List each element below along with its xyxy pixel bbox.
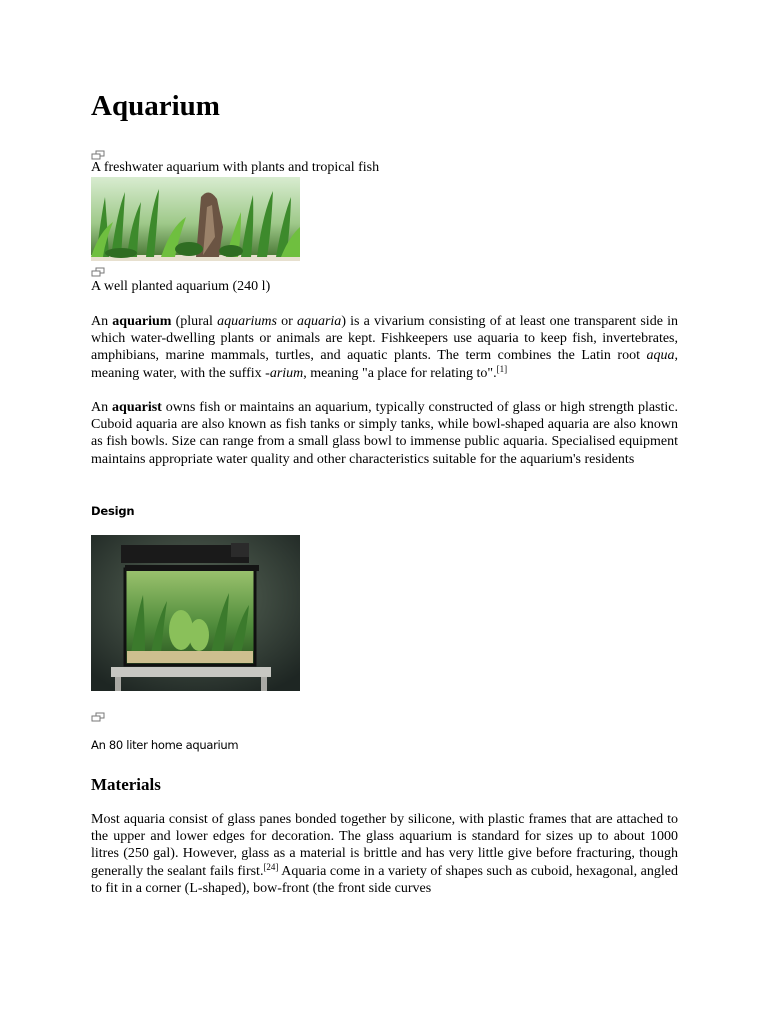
figure-caption: A freshwater aquarium with plants and tropical fish <box>91 160 380 175</box>
enlarge-icon[interactable] <box>91 267 105 277</box>
planted-aquarium-image[interactable] <box>91 177 300 261</box>
home-aquarium-image[interactable] <box>91 535 300 691</box>
intro-paragraph: An aquarium (plural aquariums or aquaria) is a vivarium consisting of at least one transparent side in which water-dwelling plants or animals are kept. Fishkeepers use aquaria to keep fish, invertebrates, amphibians, marine mammals, turtles, and aquatic plants. The term combines the Latin root aqua, meaning water, with the suffix -arium, meaning "a place for relating to".[1] <box>91 314 678 381</box>
materials-paragraph: Most aquaria consist of glass panes bonded together by silicone, with plastic frames that are attached to the upper and lower edges for decoration. The glass aquarium is standard for sizes up to about 1000 litres (250 gal). However, glass as a material is brittle and has very little give before fracturing, though generally the sealant fails first.[24] Aquaria come in a variety of shapes such as cuboid, hexagonal, angled to fit in a corner (L-shaped), bow-front (the front side curves <box>91 812 678 896</box>
figure-caption: A well planted aquarium (240 l) <box>91 279 271 294</box>
enlarge-icon[interactable] <box>91 712 105 722</box>
reference-link[interactable]: [24] <box>263 861 279 872</box>
reference-link[interactable]: [1] <box>496 363 508 374</box>
figure-caption: An 80 liter home aquarium <box>91 738 239 752</box>
page-title: Aquarium <box>91 90 220 122</box>
aquarist-paragraph: An aquarist owns fish or maintains an aquarium, typically constructed of glass or high strength plastic. Cuboid aquaria are also known as fish tanks or simply tanks, while bowl-shaped aquaria are also known as fish bowls. Size can range from a small glass bowl to immense public aquaria. Specialised equipment maintains appropriate water quality and other characteristics suitable for the aquarium's residents <box>91 400 678 467</box>
section-heading-materials: Materials <box>91 775 161 794</box>
section-heading-design: Design <box>91 504 135 518</box>
